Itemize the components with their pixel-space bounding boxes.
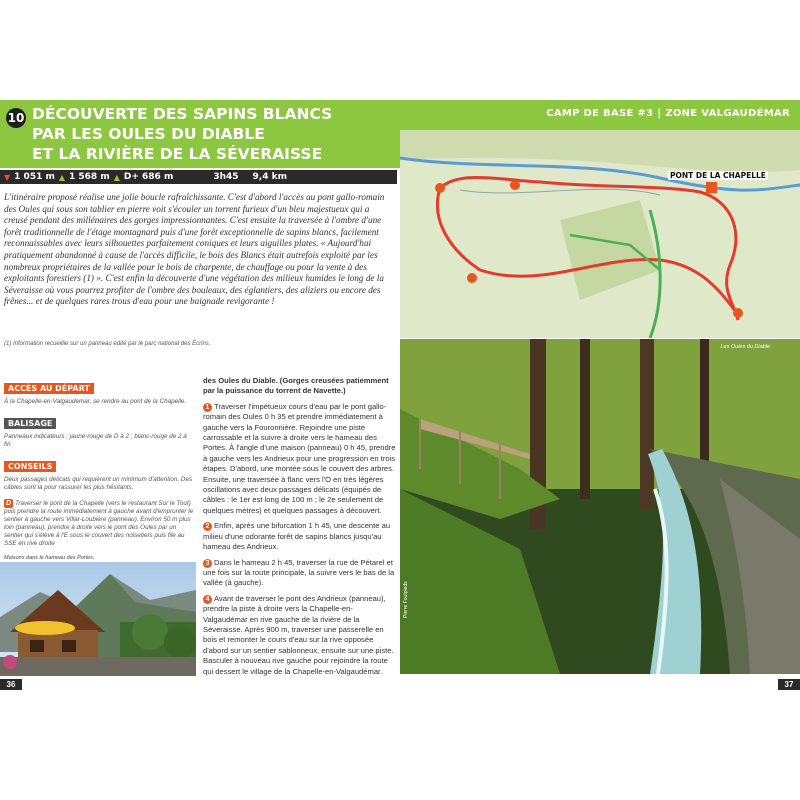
- gorge-photo: [400, 339, 800, 674]
- duration: 3h45: [213, 172, 239, 182]
- marking-tag: BALISAGE: [4, 418, 56, 429]
- step-4: [203, 594, 397, 677]
- step-1-text: Traverser l'impétueux cours d'eau par le pont gallo-romain des Oules 0 h 35 et prendre immédiatement à gauche vers la Fouronnière. Rejoindre une piste carrossable et la suivre à droite vers le hameau des Portes. À l'angle d'une maison (panneau) 0 h 45, prendre à gauche vers les Andrieux pour une progression en trois étapes. D'abord, une montée sous le couvert des arbres. Ensuite, une traversée à flanc vers l'O en très légères oscillations avec deux passages délicats (équipés de câbles : le 1er est long de 100 m ; le 2e seulement de quelques mètres) et quelques passages à découvert.: [203, 401, 396, 515]
- tips-text: Deux passages délicats qui requièrent un minimum d'attention. Des câbles sont là pour rassurer les plus hésitants.: [4, 476, 193, 491]
- step-d: [4, 499, 194, 548]
- title-line: DÉCOUVERTE DES SAPINS BLANCS: [32, 105, 333, 123]
- step-d-badge: D: [5, 500, 12, 507]
- tips-tag: CONSEILS: [4, 461, 56, 472]
- gorge-caption: Les Oules du Diable: [720, 344, 770, 350]
- stats-bar: [0, 170, 397, 184]
- route-number-badge: 10: [6, 108, 26, 128]
- step-2-badge: 2: [203, 522, 212, 531]
- step-3-badge: 3: [203, 559, 212, 568]
- step-4-text: Avant de traverser le pont des Andrieux (panneau), prendre la piste à droite vers la Chapelle-en-Valgaudémar en rive gauche de la rivière de la Séveraisse. Après 900 m, traverser une passerelle en bois et remonter le cours d'eau sur la rive opposée d'abord sur un sentier sablonneux, ensuite sur une piste. Basculer à nouveau rive gauche pour rejoindre la route qui dessert le village de la Chapelle-en-Valgaudémar.: [203, 593, 394, 676]
- step-2: [203, 521, 397, 552]
- footnote: (1) Information recueillie sur un panneau édité par le parc national des Écrins.: [4, 341, 211, 347]
- title-line: ET LA RIVIÈRE DE LA SÉVERAISSE: [32, 145, 323, 163]
- zone-label: ZONE VALGAUDÉMAR: [665, 108, 790, 119]
- intro-paragraph: L'itinéraire proposé réalise une jolie boucle rafraîchissante. C'est d'abord l'accès au pont gallo-romain des Oules qui sous son tablier en pierre voit s'écouler un torrent furieux d'un bleu majestueux qui a creusé pendant des millénaires des gorges impressionnantes. C'est ensuite la traversée à l'ombre d'une forêt traditionnelle de l'étage montagnard puis d'une forêt exceptionnelle de sapins blancs, facilement reconnaissables avec leurs silhouettes parfaitement coniques et leurs aiguilles plates. « Aujourd'hui pratiquement abandonné à cause de l'accès difficile, le bois des Blancs était autrefois exploité par les nombreux propriétaires de la vallée pour le bois de charpente, de chauffage ou pour la vente à des exploitants forestiers (1) ». C'est enfin la découverte d'une végétation des milieux humides le long de la Séveraisse où vous pourrez profiter de l'ombre des bouleaux, des églantiers, des aliziers ou encore des frênes... et de quelques rares trous d'eau pour une baignade revigorante !: [4, 192, 385, 307]
- col2-lead: des Oules du Diable. (Gorges creusées patiemment par la puissance du torrent de Navette.): [203, 376, 389, 396]
- info-column: [4, 378, 194, 555]
- title-line: PAR LES OULES DU DIABLE: [32, 125, 265, 143]
- access-tag: ACCÈS AU DÉPART: [4, 383, 94, 394]
- altitude-min-icon: ▼: [4, 172, 11, 182]
- altitude-max-icon: ▲: [58, 172, 66, 182]
- step-4-badge: 4: [203, 595, 212, 604]
- elevation-gain: D+ 686 m: [123, 172, 174, 182]
- route-map: [400, 130, 800, 338]
- step-1-badge: 1: [203, 403, 212, 412]
- access-text: À la Chapelle-en-Valgaudemar, se rendre au pont de la Chapelle.: [4, 398, 187, 405]
- page-number-right: 37: [778, 679, 800, 690]
- step-1: [203, 402, 397, 516]
- step-3: [203, 558, 397, 589]
- chalet-photo: [0, 562, 196, 676]
- step-2-text: Enfin, après une bifurcation 1 h 45, une descente au milieu d'une odorante forêt de sapins blancs jusqu'au hameau des Andrieux.: [203, 521, 391, 552]
- distance: 9,4 km: [252, 172, 287, 182]
- steps-column: [203, 376, 397, 682]
- map-bridge-text: PONT DE LA CHAPELLE: [670, 171, 766, 180]
- page-number-left: 36: [0, 679, 22, 690]
- altitude-max: 1 568 m: [69, 172, 110, 182]
- step-d-text: Traverser le pont de la Chapelle (vers le restaurant Sur le Tout) puis prendre la route immédiatement à gauche avant d'emprunter le sentier à gauche vers Villar-Loubière (panneau). Environ 50 m plus loin (panneau), prendre à droite vers le pont des Oules par un sentier qui s'élève à l'E sous le couvert des noisetiers puis file au SSE en rive droite: [4, 500, 194, 547]
- marking-text: Panneaux indicateurs ; jaune-rouge de D à 2 ; blanc-rouge de 2 à fin: [4, 433, 187, 448]
- chalet-caption: Maisons dans le hameau des Portes.: [4, 555, 95, 561]
- elevation-gain-icon: ▲: [113, 172, 120, 182]
- altitude-min: 1 051 m: [14, 172, 55, 182]
- base-label: CAMP DE BASE #3: [546, 108, 654, 119]
- photo-credit: Pierre Foutpieds: [403, 581, 409, 618]
- base-zone-label: CAMP DE BASE #3 | ZONE VALGAUDÉMAR: [546, 108, 790, 119]
- map-bridge-label: [668, 171, 768, 180]
- step-3-text: Dans le hameau 2 h 45, traverser la rue de Pétarel et une fois sur la route principale, la suivre vers le bas de la vallée (à gauche).: [203, 557, 395, 588]
- route-title: [32, 104, 362, 164]
- book-spread: [0, 100, 800, 692]
